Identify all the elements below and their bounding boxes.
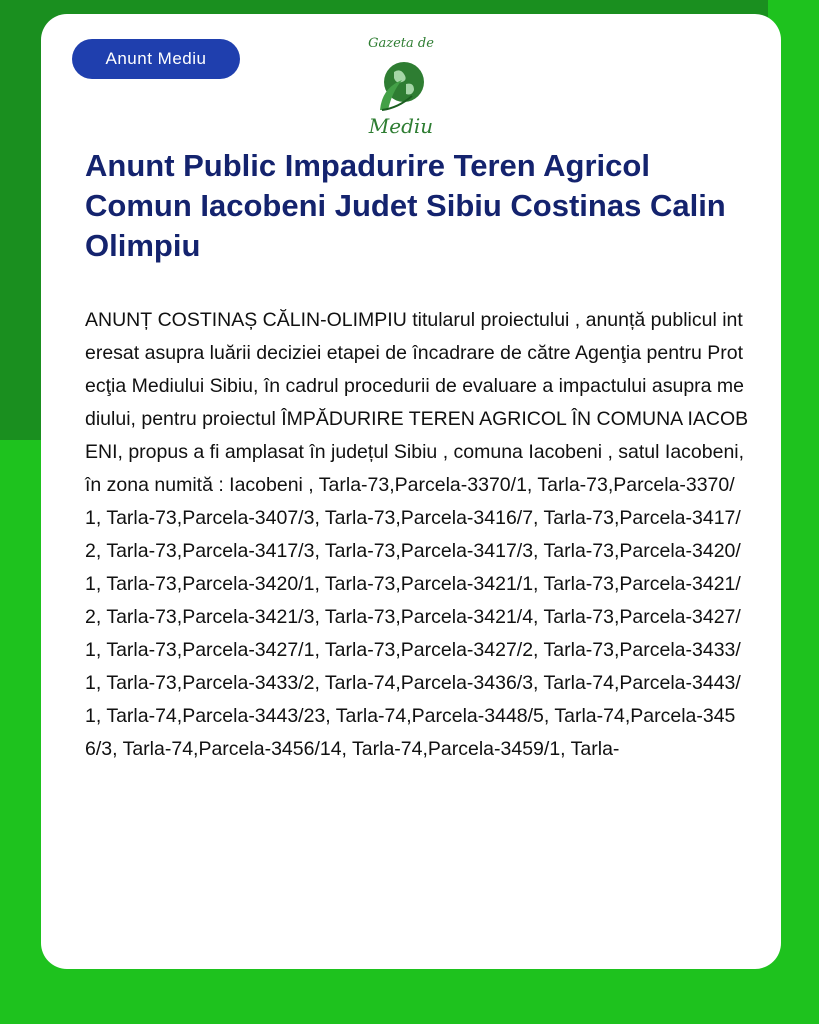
- site-logo[interactable]: [356, 36, 446, 144]
- announcement-card: [41, 14, 781, 969]
- logo-bottom-text: Mediu: [368, 114, 434, 138]
- globe-leaf-icon: [376, 56, 428, 116]
- article-body: ANUNȚ COSTINAȘ CĂLIN-OLIMPIU titularul proiectului , anunță publicul interesat asupra luării deciziei etapei de încadrare de către Agenţia pentru Protecţia Mediului Sibiu, în cadrul procedurii de evaluare a impactului asupra mediului, pentru proiectul ÎMPĂDURIRE TEREN AGRICOL ÎN COMUNA IACOBENI, propus a fi amplasat în județul Sibiu , comuna Iacobeni , satul Iacobeni, în zona numită : Iacobeni , Tarla-73,Parcela-3370/1, Tarla-73,Parcela-3370/1, Tarla-73,Parcela-3407/3, Tarla-73,Parcela-3416/7, Tarla-73,Parcela-3417/2, Tarla-73,Parcela-3417/3, Tarla-73,Parcela-3417/3, Tarla-73,Parcela-3420/1, Tarla-73,Parcela-3420/1, Tarla-73,Parcela-3421/1, Tarla-73,Parcela-3421/2, Tarla-73,Parcela-3421/3, Tarla-73,Parcela-3421/4, Tarla-73,Parcela-3427/1, Tarla-73,Parcela-3427/1, Tarla-73,Parcela-3427/2, Tarla-73,Parcela-3433/1, Tarla-73,Parcela-3433/2, Tarla-74,Parcela-3436/3, Tarla-74,Parcela-3443/1, Tarla-74,Parcela-3443/23, Tarla-74,Parcela-3448/5, Tarla-74,Parcela-3456/3, Tarla-74,Parcela-3456/14, Tarla-74,Parcela-3459/1, Tarla-: [85, 309, 749, 760]
- article-title: Anunt Public Impadurire Teren Agricol Comun Iacobeni Judet Sibiu Costinas Calin Olimpiu: [85, 148, 726, 263]
- logo-top-text: Gazeta de: [368, 36, 434, 51]
- category-badge[interactable]: Anunt Mediu: [72, 39, 240, 79]
